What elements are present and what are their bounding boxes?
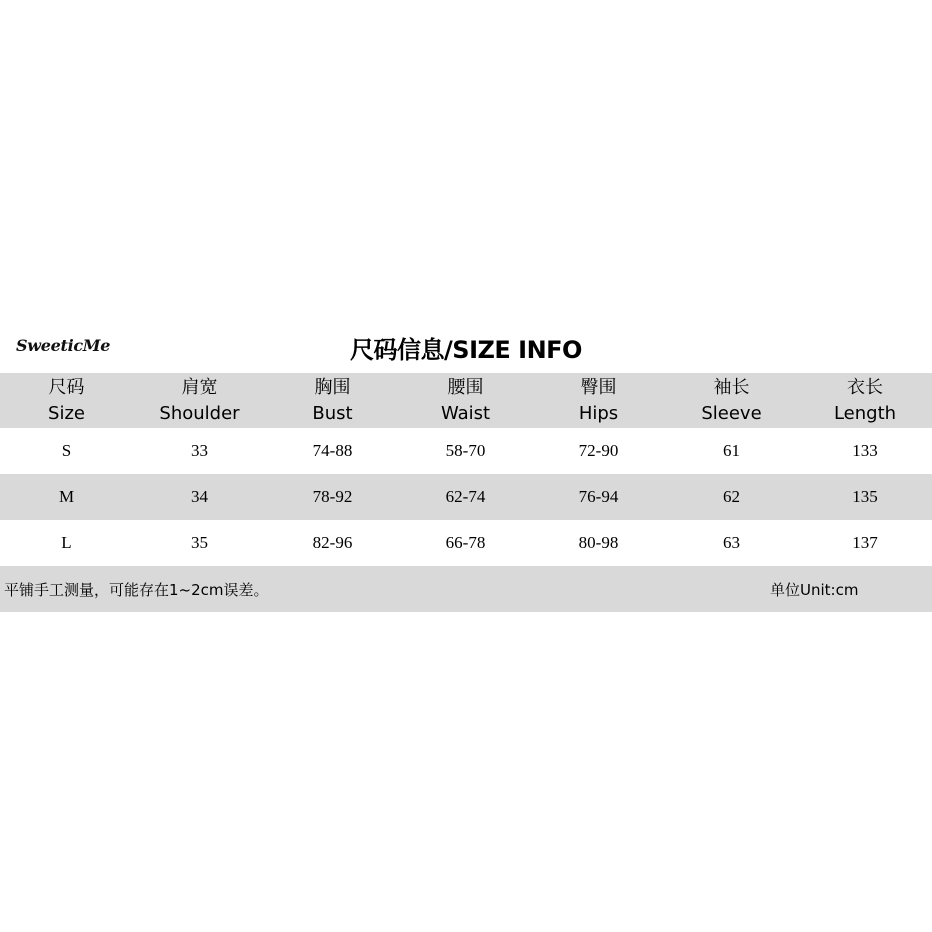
column-header-zh: 腰围 — [447, 376, 484, 398]
table-cell-waist: 66-78 — [445, 533, 486, 552]
measurement-note: 平铺手工测量，可能存在1~2cm误差。 — [4, 581, 269, 599]
table-cell-size: S — [61, 441, 72, 460]
table-cell-waist: 62-74 — [445, 487, 486, 506]
column-header-hips — [532, 373, 665, 428]
column-header-zh: 臀围 — [580, 376, 617, 398]
table-cell-sleeve: 62 — [723, 487, 740, 506]
column-header-en: Sleeve — [701, 402, 762, 424]
column-header-zh: 袖长 — [713, 376, 750, 398]
table-cell-shoulder: 33 — [191, 441, 208, 460]
column-header-en: Length — [833, 402, 897, 424]
table-cell-sleeve: 63 — [723, 533, 740, 552]
table-row-l — [0, 520, 932, 566]
column-header-zh: 衣长 — [847, 376, 883, 398]
table-row-s — [0, 428, 932, 474]
column-header-shoulder — [133, 373, 266, 428]
table-cell-size: M — [58, 487, 75, 506]
column-header-sleeve — [665, 373, 798, 428]
table-cell-size: L — [61, 533, 72, 552]
table-cell-bust: 74-88 — [312, 441, 353, 460]
table-cell-shoulder: 34 — [191, 487, 208, 506]
table-row-m — [0, 474, 932, 520]
table-cell-hips: 80-98 — [578, 533, 619, 552]
column-header-zh: 肩宽 — [181, 376, 218, 398]
table-cell-waist: 58-70 — [445, 441, 486, 460]
table-cell-hips: 72-90 — [578, 441, 619, 460]
column-header-length — [798, 373, 932, 428]
table-cell-length: 133 — [852, 441, 878, 460]
unit-label: 单位Unit:cm — [770, 581, 859, 599]
column-header-en: Waist — [440, 402, 491, 424]
table-footer-row — [0, 566, 932, 612]
column-header-en: Shoulder — [159, 402, 240, 424]
column-header-zh: 胸围 — [314, 376, 351, 398]
page-title: 尺码信息/SIZE INFO — [350, 336, 582, 364]
column-header-en: Hips — [578, 402, 619, 424]
size-table — [0, 373, 932, 612]
column-header-size — [0, 373, 133, 428]
table-cell-bust: 78-92 — [312, 487, 353, 506]
column-header-en: Bust — [312, 402, 353, 424]
brand-logo: SweeticMe — [16, 336, 111, 355]
column-header-en: Size — [48, 402, 85, 424]
table-cell-hips: 76-94 — [578, 487, 619, 506]
table-cell-sleeve: 61 — [723, 441, 740, 460]
column-header-zh: 尺码 — [48, 376, 85, 398]
table-cell-bust: 82-96 — [312, 533, 353, 552]
table-cell-shoulder: 35 — [191, 533, 208, 552]
column-header-waist — [399, 373, 532, 428]
column-header-bust — [266, 373, 399, 428]
table-cell-length: 135 — [852, 487, 878, 506]
table-cell-length: 137 — [852, 533, 878, 552]
table-header-row — [0, 373, 932, 428]
